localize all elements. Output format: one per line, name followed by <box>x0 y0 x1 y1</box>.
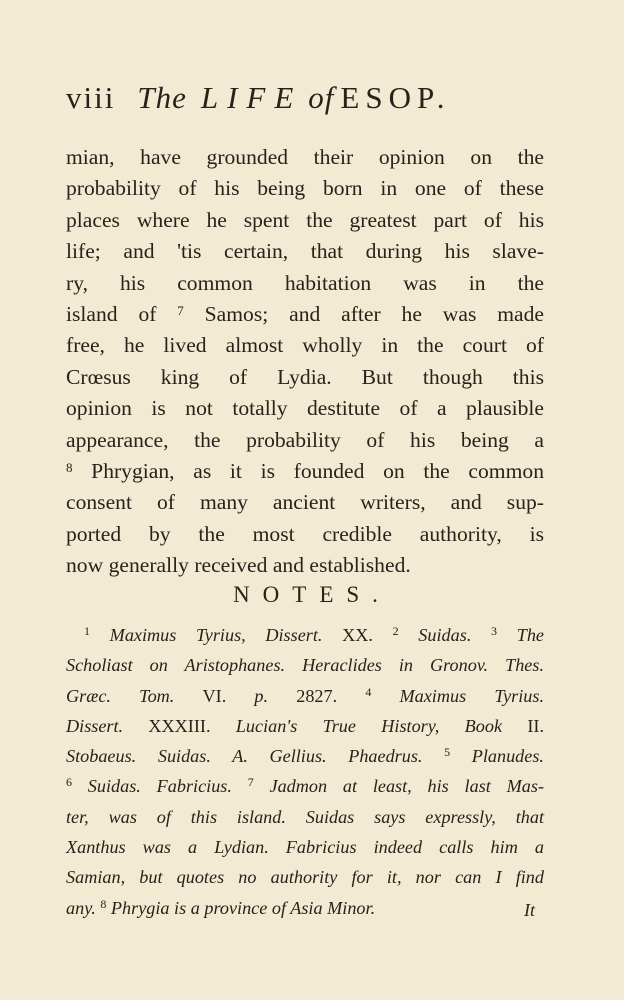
note-text: Planudes. <box>450 746 544 767</box>
header-life: LIFE <box>200 80 303 115</box>
note-line <box>66 681 544 711</box>
note-text: Maximus Tyrius. <box>371 685 545 706</box>
body-line: ported by the most credible authority, is <box>66 521 544 546</box>
note-number: 4 <box>365 684 372 699</box>
note-line: Xanthus was a Lydian. Fabricius indeed calls him a <box>66 837 544 858</box>
note-text: 2827. <box>296 685 338 706</box>
catchword: It <box>524 900 535 920</box>
body-line: ry, his common habitation was in the <box>66 270 544 295</box>
note-number: 6 <box>66 775 72 790</box>
note-text: XX. <box>342 625 373 645</box>
note-line <box>66 620 544 650</box>
body-line: free, he lived almost wholly in the court of <box>66 333 544 358</box>
body-line: now generally received and established. <box>66 553 411 578</box>
body-line: appearance, the probability of his being a <box>66 427 544 452</box>
note-line <box>66 711 544 741</box>
note-line <box>66 741 544 771</box>
body-text: Samos; and after he was made <box>183 302 544 327</box>
header-of: of <box>308 80 335 115</box>
note-number: 1 <box>84 624 90 638</box>
notes-heading: NOTES. <box>233 582 391 607</box>
body-line: life; and 'tis certain, that during his slave- <box>66 239 544 264</box>
note-text: Suidas. Fabricius. <box>72 776 248 797</box>
header-esop: ESOP. <box>340 80 451 115</box>
body-line: places where he spent the greatest part of his <box>66 207 544 232</box>
note-line: Samian, but quotes no authority for it, nor can I find <box>66 867 544 888</box>
body-line: consent of many ancient writers, and sup- <box>66 490 544 515</box>
note-number: 3 <box>491 624 498 638</box>
note-text: Phrygia is a province of Asia Minor. <box>106 897 376 918</box>
note-text: Stobaeus. Suidas. A. Gellius. Phaedrus. <box>66 746 445 767</box>
note-line <box>66 893 544 923</box>
body-line <box>66 299 544 330</box>
body-paragraph <box>66 142 544 582</box>
header-the: The <box>137 80 187 115</box>
body-text: island of <box>66 302 178 327</box>
body-line: opinion is not totally destitute of a plausible <box>66 396 544 421</box>
note-text: any. <box>66 897 101 918</box>
note-text: Lucian's True History, Book <box>210 715 528 736</box>
page-number: viii <box>66 80 116 115</box>
note-text: Suidas. <box>398 625 492 645</box>
note-text: Maximus Tyrius, Dissert. <box>90 625 343 645</box>
note-text: Græc. Tom. <box>66 685 203 706</box>
running-header <box>66 80 506 116</box>
note-text: II. <box>527 715 544 736</box>
body-line: probability of his being born in one of these <box>66 176 544 201</box>
body-line <box>66 456 544 487</box>
note-line: Scholiast on Aristophanes. Heraclides in Gronov. Thes. <box>66 655 544 676</box>
footnote-marker: 8 <box>66 460 73 476</box>
note-line <box>66 771 544 801</box>
note-text: The <box>497 625 544 645</box>
footnote-marker: 7 <box>177 303 184 319</box>
note-number: 2 <box>392 624 399 638</box>
note-text: VI. <box>202 685 227 706</box>
note-text: Jadmon at least, his last Mas- <box>253 776 544 797</box>
note-line: ter, was of this island. Suidas says expressly, that <box>66 806 544 827</box>
note-text: XXXIII. <box>148 715 211 736</box>
body-line: Crœsus king of Lydia. But though this <box>66 364 544 389</box>
notes-block <box>66 620 544 923</box>
body-line: mian, have grounded their opinion on the <box>66 145 544 169</box>
note-number: 5 <box>444 745 451 760</box>
body-text: Phrygian, as it is founded on the common <box>72 459 544 484</box>
note-text: p. <box>226 685 297 706</box>
note-text: Dissert. <box>66 715 149 736</box>
note-number: 8 <box>100 896 107 911</box>
note-number: 7 <box>247 775 254 790</box>
